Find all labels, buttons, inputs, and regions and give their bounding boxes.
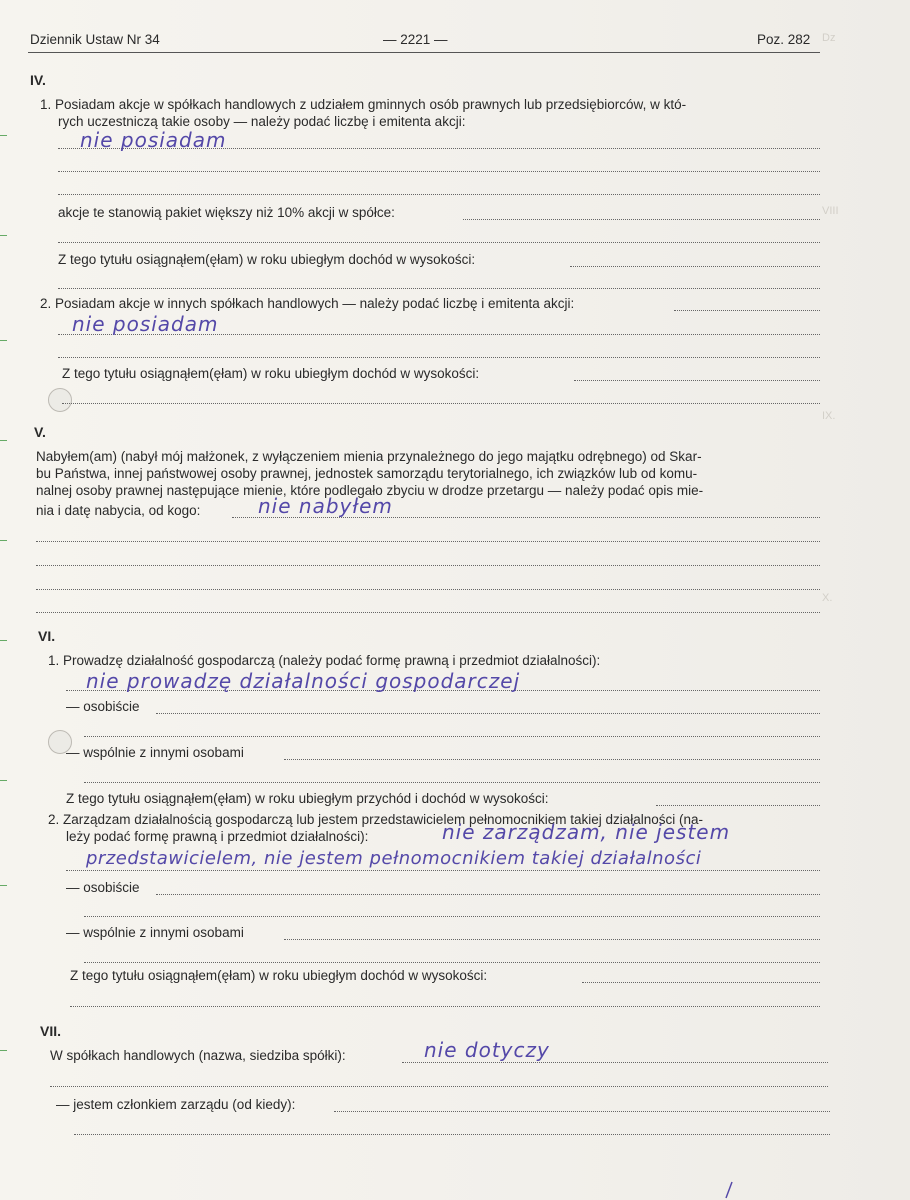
iv-q1-text: 1. Posiadam akcje w spółkach handlowych z udziałem gminnych osób prawnych lub przedsiębiorców, w któ- (40, 97, 687, 112)
answer-line (36, 598, 820, 613)
answer-line (570, 252, 820, 267)
margin-tick (0, 1050, 7, 1051)
section-vii-title: VII. (40, 1023, 62, 1039)
v-text: Nabyłem(am) (nabył mój małżonek, z wyłączeniem mienia przynależnego do jego majątku odrębnego) od Skar- (36, 449, 702, 464)
handwritten-answer: nie posiadam (72, 312, 219, 336)
answer-line (156, 880, 820, 895)
answer-line (84, 948, 820, 963)
ghost-text: VIII (822, 205, 839, 217)
margin-tick (0, 440, 7, 441)
section-v-title: V. (34, 424, 46, 440)
answer-line (58, 343, 820, 358)
ghost-text: IX. (822, 410, 836, 422)
v-text: nia i datę nabycia, od kogo: (36, 503, 201, 518)
page-number: — 2221 — (383, 32, 448, 47)
answer-line (62, 389, 820, 404)
journal-title: Dziennik Ustaw Nr 34 (30, 32, 160, 47)
wspolnie-label: — wspólnie z innymi osobami (66, 745, 244, 760)
answer-line (284, 745, 820, 760)
answer-line (58, 180, 820, 195)
margin-tick (0, 885, 7, 886)
answer-line (70, 992, 820, 1007)
v-text: nalnej osoby prawnej następujące mienie, które podlegało zbyciu w drodze przetargu — należy podać opis mie- (36, 483, 704, 498)
wspolnie-label: — wspólnie z innymi osobami (66, 925, 244, 940)
answer-line (334, 1097, 830, 1112)
answer-line (74, 1120, 830, 1135)
handwritten-answer: nie prowadzę działalności gospodarczej (86, 669, 521, 693)
iv-pakiet-label: akcje te stanowią pakiet większy niż 10% akcji w spółce: (58, 205, 395, 220)
v-text: bu Państwa, innej państwowej osoby prawnej, jednostek samorządu terytorialnego, ich związków lub od komu- (36, 466, 698, 481)
answer-line (84, 722, 820, 737)
answer-line (656, 791, 820, 806)
answer-line (156, 699, 820, 714)
osobiscie-label: — osobiście (66, 699, 140, 714)
margin-tick (0, 135, 7, 136)
answer-line (58, 228, 820, 243)
iv-dochod-label: Z tego tytułu osiągnąłem(ęłam) w roku ubiegłym dochód w wysokości: (58, 252, 476, 267)
answer-line (36, 527, 820, 542)
answer-line (463, 205, 820, 220)
handwritten-answer: nie nabyłem (258, 494, 393, 518)
osobiscie-label: — osobiście (66, 880, 140, 895)
answer-line (582, 968, 820, 983)
answer-line (50, 1072, 828, 1087)
answer-line (574, 366, 820, 381)
margin-tick (0, 340, 7, 341)
answer-line (36, 551, 820, 566)
answer-line (674, 296, 820, 311)
margin-tick (0, 235, 7, 236)
handwritten-answer: przedstawicielem, nie jestem pełnomocnikiem takiej działalności (86, 848, 702, 869)
answer-line (58, 157, 820, 172)
vi-q2-text: 2. Zarządzam działalnością gospodarczą lub jestem przedstawicielem pełnomocnikiem takiej działalności (na- (48, 812, 704, 827)
answer-line (58, 274, 820, 289)
answer-line (284, 925, 820, 940)
answer-line (84, 768, 820, 783)
answer-line (84, 902, 820, 917)
przychod-label: Z tego tytułu osiągnąłem(ęłam) w roku ubiegłym przychód i dochód w wysokości: (66, 791, 549, 806)
header-rule (28, 52, 820, 53)
iv-q2-text: 2. Posiadam akcje w innych spółkach handlowych — należy podać liczbę i emitenta akcji: (40, 296, 575, 311)
answer-line (36, 575, 820, 590)
vi-q2-text: leży podać formę prawną i przedmiot działalności): (66, 829, 369, 844)
margin-tick (0, 540, 7, 541)
pen-mark (722, 1180, 736, 1200)
ghost-text: X. (822, 592, 833, 604)
handwritten-answer: nie zarządzam, nie jestem (442, 820, 731, 844)
iv-dochod-label: Z tego tytułu osiągnąłem(ęłam) w roku ubiegłym dochód w wysokości: (62, 366, 480, 381)
section-iv-title: IV. (30, 72, 46, 88)
vii-spolki-label: W spółkach handlowych (nazwa, siedziba spółki): (50, 1048, 346, 1063)
handwritten-answer: nie posiadam (80, 128, 227, 152)
section-vi-title: VI. (38, 628, 56, 644)
dochod-label: Z tego tytułu osiągnąłem(ęłam) w roku ubiegłym dochód w wysokości: (70, 968, 488, 983)
vii-zarzad-label: — jestem członkiem zarządu (od kiedy): (56, 1097, 296, 1112)
position-number: Poz. 282 (757, 32, 811, 47)
ghost-text: Dz (822, 32, 836, 44)
vi-q1-text: 1. Prowadzę działalność gospodarczą (należy podać formę prawną i przedmiot działalności): (48, 653, 601, 668)
margin-tick (0, 640, 7, 641)
margin-tick (0, 780, 7, 781)
handwritten-answer: nie dotyczy (424, 1038, 550, 1062)
iv-q1-text: rych uczestniczą takie osoby — należy podać liczbę i emitenta akcji: (58, 114, 466, 129)
